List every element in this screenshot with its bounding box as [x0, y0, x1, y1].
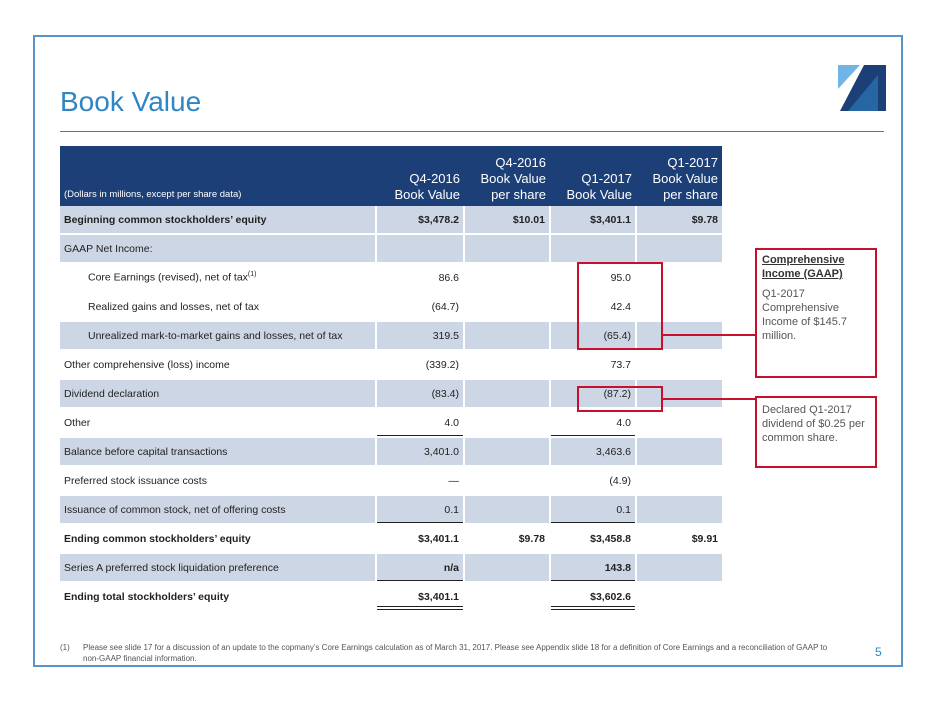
cell-q4-per-share — [464, 350, 550, 379]
cell-q1-per-share — [636, 582, 722, 611]
comprehensive-income-heading: Comprehensive Income (GAAP) — [762, 254, 845, 280]
row-label: Other comprehensive (loss) income — [60, 350, 376, 379]
cell-q4-per-share — [464, 437, 550, 466]
row-label: Issuance of common stock, net of offering costs — [60, 495, 376, 524]
header-q1-book-value: Q1-2017 Book Value — [550, 146, 636, 206]
row-label: Beginning common stockholders’ equity — [60, 206, 376, 234]
dividend-highlight — [577, 386, 663, 412]
cell-q1-per-share — [636, 437, 722, 466]
cell-q1-book-value: 0.1 — [550, 495, 636, 524]
cell-q1-book-value: (87.2) — [550, 379, 636, 408]
cell-q4-per-share: $10.01 — [464, 206, 550, 234]
cell-q1-per-share — [636, 553, 722, 582]
cell-q1-book-value: 95.0 — [550, 263, 636, 292]
table-header-row — [60, 146, 722, 206]
cell-q1-book-value: 42.4 — [550, 292, 636, 321]
cell-q4-per-share — [464, 553, 550, 582]
row-label: Series A preferred stock liquidation preference — [60, 553, 376, 582]
table-row — [60, 206, 722, 234]
cell-q4-book-value: (83.4) — [376, 379, 464, 408]
cell-q4-per-share — [464, 582, 550, 611]
cell-q4-per-share — [464, 408, 550, 437]
cell-q4-book-value: 319.5 — [376, 321, 464, 350]
row-label: Ending total stockholders’ equity — [60, 582, 376, 611]
cell-q1-per-share — [636, 408, 722, 437]
cell-q4-per-share — [464, 321, 550, 350]
table-row — [60, 350, 722, 379]
cell-q1-book-value: (65.4) — [550, 321, 636, 350]
cell-q4-per-share — [464, 466, 550, 495]
comprehensive-income-text: Q1-2017 Comprehensive Income of $145.7 million. — [762, 288, 848, 342]
row-label: Ending common stockholders’ equity — [60, 524, 376, 553]
cell-q4-book-value: n/a — [376, 553, 464, 582]
cell-q4-book-value: (64.7) — [376, 292, 464, 321]
table-row — [60, 466, 722, 495]
cell-q4-book-value: — — [376, 466, 464, 495]
cell-q1-book-value: $3,602.6 — [550, 582, 636, 611]
dividend-note: Declared Q1-2017 dividend of $0.25 per common share. — [762, 404, 865, 444]
cell-q4-book-value: 0.1 — [376, 495, 464, 524]
cell-q4-book-value: $3,478.2 — [376, 206, 464, 234]
cell-q4-per-share — [464, 263, 550, 292]
table-row — [60, 408, 722, 437]
cell-q1-per-share — [636, 466, 722, 495]
slide-title: Book Value — [60, 86, 202, 117]
header-q4-book-value-per-share: Q4-2016 Book Value per share — [464, 146, 550, 206]
cell-q1-book-value: $3,458.8 — [550, 524, 636, 553]
row-label: Unrealized mark-to-market gains and losses, net of tax — [60, 321, 376, 350]
row-label: Other — [60, 408, 376, 437]
cell-q1-book-value: 73.7 — [550, 350, 636, 379]
cell-q1-per-share — [636, 350, 722, 379]
cell-q1-per-share: $9.91 — [636, 524, 722, 553]
cell-q1-per-share — [636, 234, 722, 263]
cell-q1-book-value: 3,463.6 — [550, 437, 636, 466]
book-value-table — [60, 146, 722, 612]
cell-q4-per-share — [464, 234, 550, 263]
cell-q4-book-value: $3,401.1 — [376, 524, 464, 553]
cell-q1-book-value: $3,401.1 — [550, 206, 636, 234]
cell-q1-book-value: 143.8 — [550, 553, 636, 582]
header-q4-book-value: Q4-2016 Book Value — [376, 146, 464, 206]
row-label: Core Earnings (revised), net of tax$^{(1)}$ — [60, 263, 376, 292]
cell-q4-per-share — [464, 292, 550, 321]
table-row — [60, 582, 722, 611]
cell-q4-book-value: (339.2) — [376, 350, 464, 379]
comprehensive-income-note — [762, 253, 872, 343]
cell-q4-book-value: 3,401.0 — [376, 437, 464, 466]
cell-q1-book-value — [550, 234, 636, 263]
row-label: Preferred stock issuance costs — [60, 466, 376, 495]
header-units-label: (Dollars in millions, except per share data) — [60, 146, 376, 206]
page-number: 5 — [875, 645, 882, 659]
cell-q1-per-share — [636, 495, 722, 524]
company-logo-icon — [838, 63, 886, 111]
footnote-text: Please see slide 17 for a discussion of an update to the copmany’s Core Earnings calculation as of March 31, 2017. Please see Appendix slide 18 for a definition of Core Earnings and a reconciliation of GAAP to non-GAAP financial information. — [83, 643, 828, 663]
row-label: Balance before capital transactions — [60, 437, 376, 466]
cell-q4-book-value: $3,401.1 — [376, 582, 464, 611]
cell-q4-per-share — [464, 379, 550, 408]
cell-q4-book-value: 86.6 — [376, 263, 464, 292]
cell-q4-book-value — [376, 234, 464, 263]
header-q1-book-value-per-share: Q1-2017 Book Value per share — [636, 146, 722, 206]
cell-q4-per-share — [464, 495, 550, 524]
comprehensive-income-highlight — [577, 262, 663, 350]
table-row — [60, 437, 722, 466]
cell-q4-book-value: 4.0 — [376, 408, 464, 437]
footnote-marker: (1) — [60, 643, 70, 652]
comprehensive-connector-line — [663, 334, 755, 336]
cell-q1-per-share: $9.78 — [636, 206, 722, 234]
cell-q4-per-share: $9.78 — [464, 524, 550, 553]
cell-q1-book-value: 4.0 — [550, 408, 636, 437]
row-label: Realized gains and losses, net of tax — [60, 292, 376, 321]
cell-q1-book-value: (4.9) — [550, 466, 636, 495]
table-row — [60, 553, 722, 582]
dividend-connector-line — [663, 398, 755, 400]
title-divider — [60, 131, 884, 132]
row-label: Dividend declaration — [60, 379, 376, 408]
row-label: GAAP Net Income: — [60, 234, 376, 263]
footnote — [60, 642, 840, 664]
table-row — [60, 524, 722, 553]
table-row — [60, 495, 722, 524]
footnote-ref: (1) — [247, 271, 257, 279]
table-row — [60, 234, 722, 263]
